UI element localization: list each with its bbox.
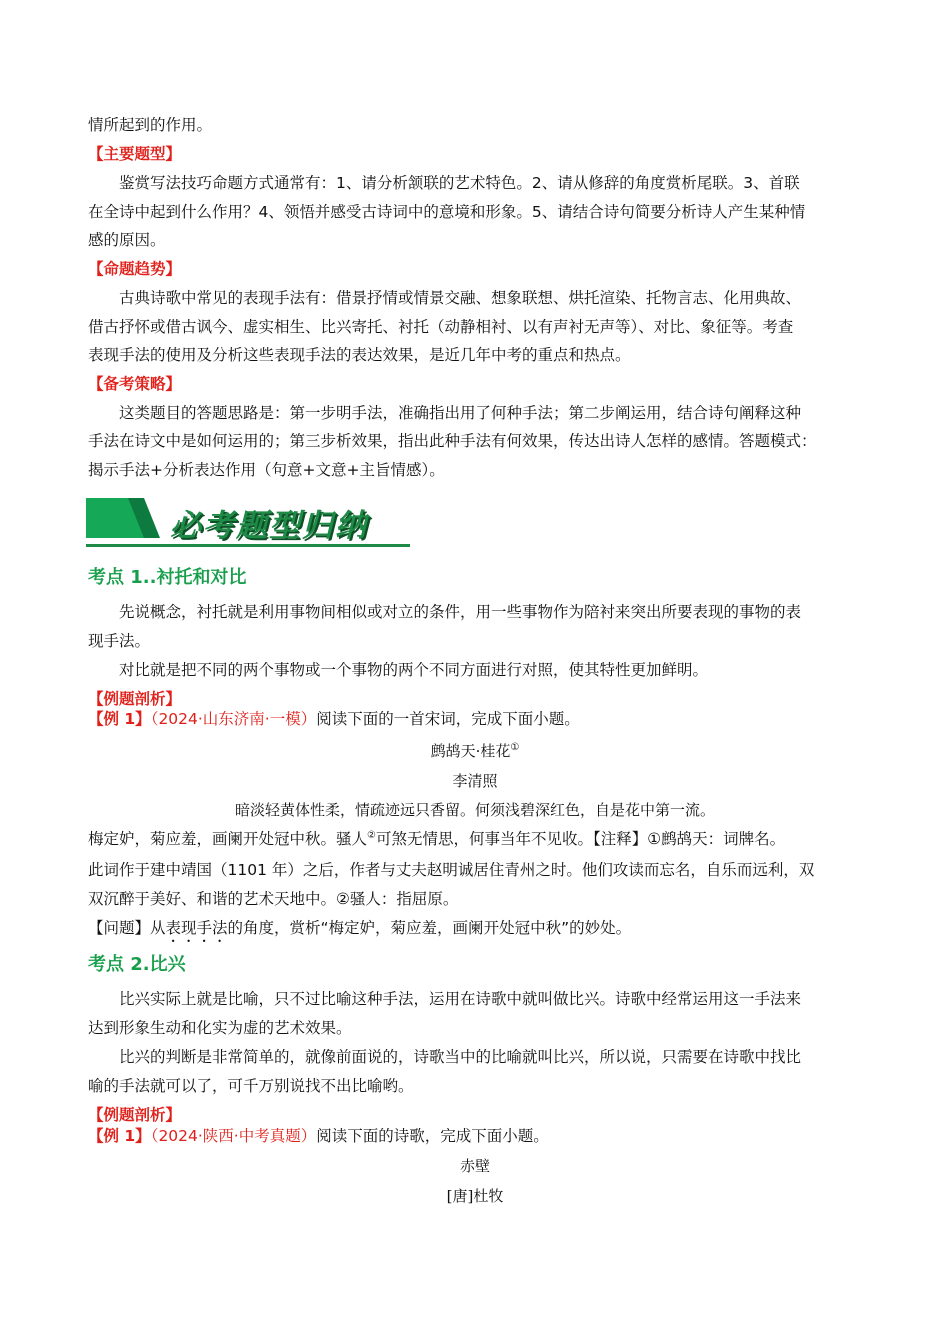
poem-author: [唐]杜牧: [446, 1187, 504, 1205]
annotation-start: 【注释】①鹧鸪天：词牌名。: [593, 830, 786, 848]
section-banner-title: 必考题型归纳: [170, 508, 368, 544]
annotation-line: 此词作于建中靖国（1101 年）之后，作者与丈夫赵明诚居住青州之时。他们攻读而忘名，自乐而远利，双: [88, 861, 815, 879]
paragraph-line: 先说概念，衬托就是利用事物间相似或对立的条件，用一些事物作为陪衬来突出所要表现的事物的表: [119, 603, 802, 621]
trend-label: 【命题趋势】: [88, 260, 182, 278]
paragraph-line: 这类题目的答题思路是：第一步明手法，准确指出用了何种手法；第二步阐运用，结合诗句阐释这种: [119, 404, 802, 422]
paragraph-line: 达到形象生动和化实为虚的艺术效果。: [88, 1019, 352, 1037]
paragraph-line: 比兴实际上就是比喻，只不过比喻这种手法，运用在诗歌中就叫做比兴。诗歌中经常运用这一手法来: [119, 990, 802, 1008]
paragraph-line: 对比就是把不同的两个事物或一个事物的两个不同方面进行对照，使其特性更加鲜明。: [119, 661, 709, 679]
example-heading: [88, 1125, 549, 1147]
emphasized-term: 表现手法: [165, 919, 228, 937]
paragraph-line: 现手法。: [88, 632, 151, 650]
question-line: 【问题】从表现手法的角度，赏析“梅定妒，菊应羞，画阑开处冠中秋”的妙处。: [88, 919, 632, 937]
paragraph-line: 感的原因。: [88, 231, 166, 249]
paragraph-line: 喻的手法就可以了，可千万别说找不出比喻哟。: [88, 1077, 414, 1095]
strategy-label: 【备考策略】: [88, 375, 182, 393]
key-point-1-title: 考点 1..衬托和对比: [88, 567, 247, 588]
poem-author: 李清照: [452, 772, 498, 790]
example-instruction: 阅读下面的诗歌，完成下面小题。: [316, 1127, 549, 1145]
key-point-2-title: 考点 2.比兴: [88, 954, 186, 975]
paragraph-line: 比兴的判断是非常简单的，就像前面说的，诗歌当中的比喻就叫比兴，所以说，只需要在诗歌中找比: [119, 1048, 802, 1066]
paragraph-line: 在全诗中起到什么作用？4、领悟并感受古诗词中的意境和形象。5、请结合诗句简要分析诗人产生某种情: [88, 203, 806, 221]
annotation-line: 双沉醉于美好、和谐的艺术天地中。②骚人：指屈原。: [88, 890, 459, 908]
example-tag: 【例 1】: [88, 710, 151, 728]
example-heading: [88, 708, 580, 730]
example-analysis-label: 【例题剖析】: [88, 1106, 182, 1124]
intro-line: 情所起到的作用。: [88, 116, 213, 134]
poem-line: 暗淡轻黄体性柔，情疏迹远只香留。何须浅碧深红色，自是花中第一流。: [234, 801, 715, 819]
paragraph-line: 古典诗歌中常见的表现手法有：借景抒情或情景交融、想象联想、烘托渲染、托物言志、化用典故、: [119, 289, 802, 307]
example-instruction: 阅读下面的一首宋词，完成下面小题。: [316, 710, 580, 728]
paragraph-line: 借古抒怀或借古讽今、虚实相生、比兴寄托、衬托（动静相衬、以有声衬无声等）、对比、象征等。考查: [88, 318, 794, 336]
example-source: （2024·陕西·中考真题）: [150, 1127, 317, 1145]
example-source: （2024·山东济南·一模）: [150, 710, 317, 728]
main-question-types-label: 【主要题型】: [88, 145, 182, 163]
poem-title: 鹧鸪天·桂花①: [430, 742, 520, 760]
paragraph-line: 鉴赏写法技巧命题方式通常有：1、请分析颔联的艺术特色。2、请从修辞的角度赏析尾联。3、首联: [119, 174, 800, 192]
paragraph-line: 揭示手法+分析表达作用（句意+文意+主旨情感）。: [88, 461, 445, 479]
paragraph-line: 手法在诗文中是如何运用的；第三步析效果，指出此种手法有何效果，传达出诗人怎样的感情。答题模式：: [88, 432, 817, 450]
example-analysis-label: 【例题剖析】: [88, 690, 182, 708]
poem-title: 赤壁: [459, 1157, 490, 1175]
poem-line-with-note: 梅定妒，菊应羞，画阑开处冠中秋。骚人②可煞无情思，何事当年不见收。【注释】①鹧鸪天：词牌名。: [88, 829, 786, 848]
footnote-marker: ②: [367, 829, 376, 841]
example-tag: 【例 1】: [88, 1127, 151, 1145]
footnote-marker: ①: [510, 742, 520, 753]
paragraph-line: 表现手法的使用及分析这些表现手法的表达效果，是近几年中考的重点和热点。: [88, 346, 631, 364]
